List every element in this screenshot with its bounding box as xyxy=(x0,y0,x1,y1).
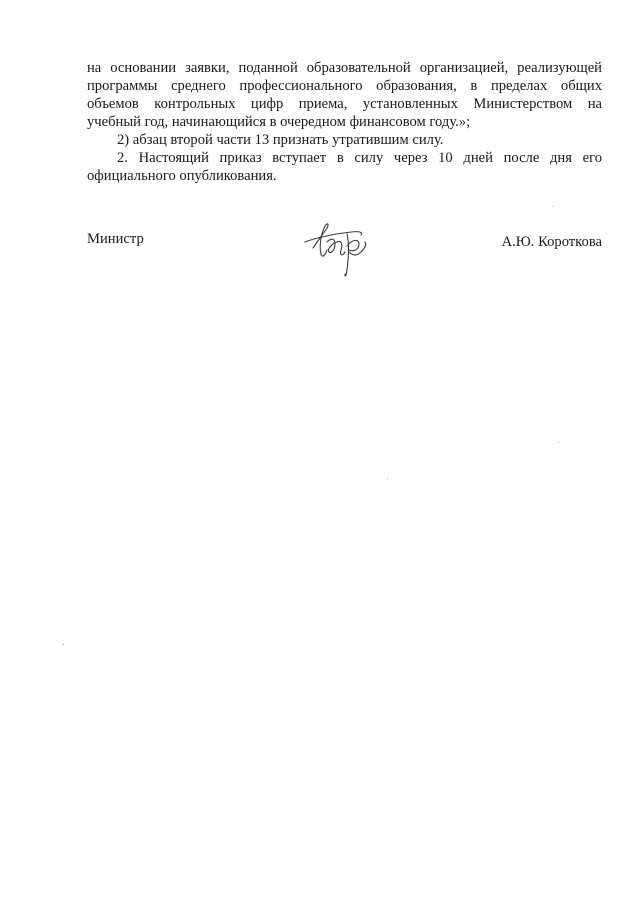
scan-speck xyxy=(553,206,554,207)
order-clause-2-line-1: 2. Настоящий приказ вступает в силу через 10 дней после дня его xyxy=(117,150,602,166)
paragraph-line-1: на основании заявки, поданной образовательной организацией, реализующей xyxy=(87,60,602,76)
scan-speck xyxy=(558,442,559,443)
paragraph-line-4: учебный год, начинающийся в очередном финансовом году.»; xyxy=(87,114,471,130)
handwritten-signature xyxy=(303,212,383,282)
scan-speck xyxy=(387,478,388,479)
paragraph-line-3: объемов контрольных цифр приема, установленных Министерством на xyxy=(87,96,602,112)
scan-speck xyxy=(63,644,64,645)
signatory-title: Министр xyxy=(87,231,144,247)
order-clause-2-line-2: официального опубликования. xyxy=(87,168,277,184)
signatory-name: А.Ю. Короткова xyxy=(501,234,602,250)
paragraph-line-2: программы среднего профессионального образования, в пределах общих xyxy=(87,78,602,94)
amendment-item-2: 2) абзац второй части 13 признать утратившим силу. xyxy=(117,132,444,148)
